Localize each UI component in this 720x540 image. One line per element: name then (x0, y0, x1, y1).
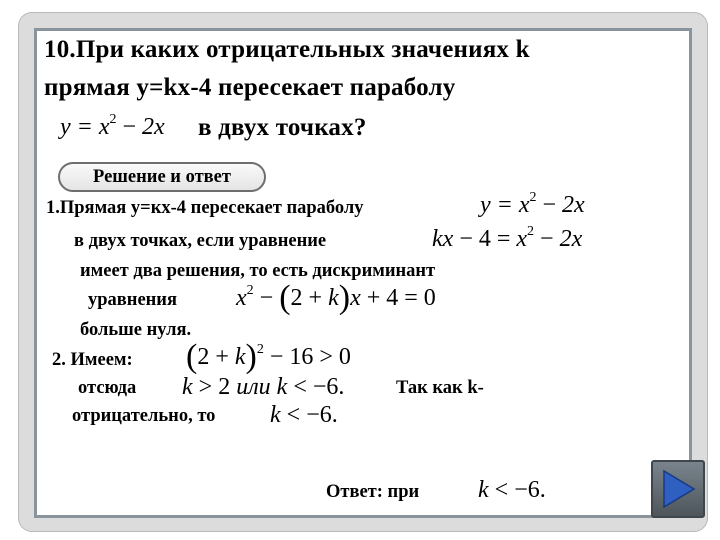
formula-quadratic: $x^2 - (2 + k)x + 4 = 0$ (236, 279, 436, 316)
formula-discriminant: $(2 + k)^2 - 16 > 0$ (186, 338, 351, 375)
solution-button[interactable]: Решение и ответ (58, 162, 266, 192)
problem-title-line-2: прямая y=kx-4 пересекает параболу (44, 74, 456, 101)
formula-equation: kx − $4 = x^2 - 2x$ (432, 224, 583, 252)
solution-line-3: имеет два решения, то есть дискриминант (80, 261, 436, 281)
solution-line-6: 2. Имеем: (52, 350, 133, 370)
formula-result: k > 2 или k < −6. (182, 374, 345, 400)
problem-title-line-3: в двух точках? (198, 114, 367, 141)
formula-conclusion: k < −6. (270, 402, 338, 428)
solution-line-4: уравнения (88, 290, 177, 310)
play-triangle-icon (653, 462, 703, 516)
formula-parabola-2: $y = x^2 - 2x$ (480, 190, 585, 218)
formula-parabola: $y = x^2 - 2x$ (60, 112, 165, 140)
solution-line-5: больше нуля. (80, 320, 192, 340)
solution-line-2: в двух точках, если уравнение (74, 231, 327, 251)
solution-line-7b: Так как k- (396, 378, 484, 398)
solution-line-1: 1.Прямая y=кх-4 пересекает параболу (46, 198, 364, 218)
problem-title-line-1: 10.При каких отрицательных значениях k (44, 36, 530, 63)
next-slide-button[interactable] (651, 460, 705, 518)
or-word: или (236, 374, 271, 400)
formula-answer: k < −6. (478, 477, 546, 503)
answer-label: Ответ: при (326, 482, 420, 502)
solution-line-7: отсюда (78, 378, 137, 398)
solution-line-8: отрицательно, то (72, 406, 216, 426)
